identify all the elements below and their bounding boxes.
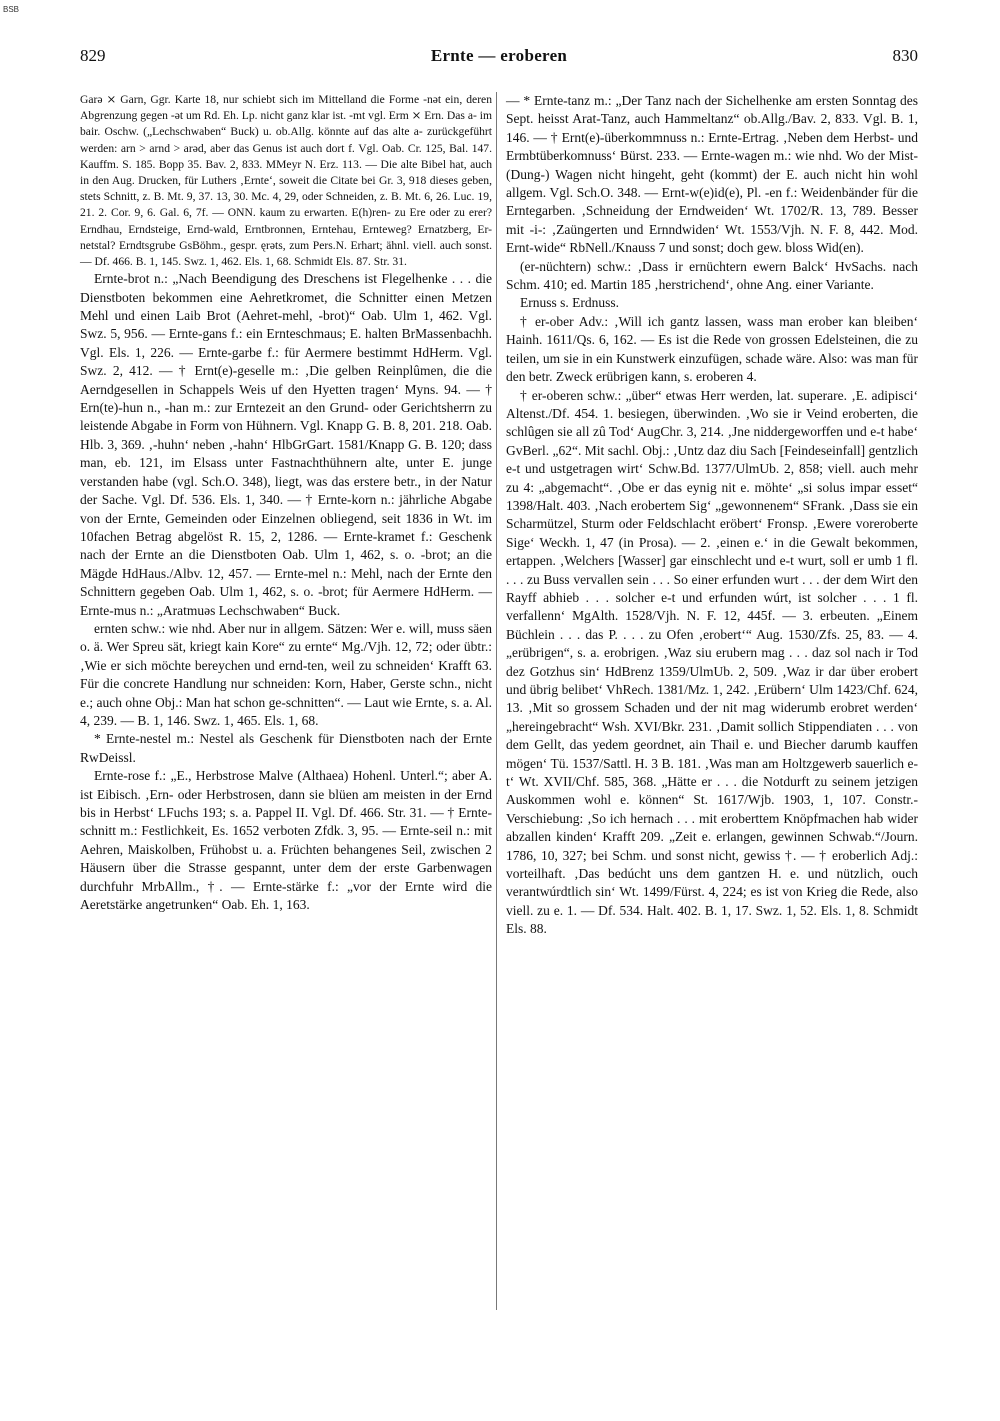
column-divider <box>496 92 497 1310</box>
entry-paragraph: (er-nüchtern) schw.: ‚Dass ir ernüchtern ewern Balck‘ HvSachs. nach Schm. 410; ed. Martin 185 ‚herstrichend‘, ohne Ang. einer Variante. <box>506 258 918 293</box>
entry-paragraph: — * Ernte-tanz m.: „Der Tanz nach der Sichelhenke am ersten Sonntag des Sept. heisst Arat-Tanz, auch Hammeltanz“ ob.Allg./Bav. 2, 833. Vgl. B. 1, 146. — † Ernt(e)-überkommnuss n.: Ernte-Ertrag. ‚Neben dem Herbst- und Ermbtüberkomnuss‘ Bürst. 233. — Ernte-wagen m.: wie nhd. Wo der Mist-(Dung-) Wagen nicht hingeht, geht (kommt) der E. auch nicht hin wohl allgem. Vgl. Sch.O. 348. — Ernt-w(e)id(e), Pl. -en f.: Weidenbänder für die Erntegarben. ‚Schneidung der Erndweiden‘ Wt. 1702/R. 13, 789. Besser mit -i-: ‚Zaüngerten und Ernndwiden‘ Wt. 1553/Vjh. N. F. 8, 442. Mod. Ernt-wide“ RbNell./Knauss 7 und sonst; doch gew. bloss Wid(en). <box>506 93 918 256</box>
entry-paragraph: † er-oberen schw.: „über“ etwas Herr werden, lat. superare. ‚E. adipisci‘ Altenst./Df. 454. 1. besiegen, überwinden. ‚Wo sie ir Veind eroberten, die schlûgen sie all zû Tod‘ AugChr. 3, 214. ‚Jne niddergeworffen und e-t habe‘ GvBerl. „62“. Mit sachl. Obj.: ‚Untz daz diu Sach [Feindeseinfall] gentzlich e-t und ustgetragen wirt‘ Schw.Bd. 1377/UlmUb. 2, 858; viell. auch mehr zu 4: „abgemacht“. ‚Obe er das eynig nit e. möhte‘ „si solus impar esset“ 1398/Halt. 403. ‚Nach erobertem Sig‘ „gewonnenem“ SFrank. ‚Dass sie ein Scharmützel, Sturm oder Feldschlacht eröbert‘ Fronsp. ‚Ewere voreroberte Sige‘ Weckh. 1, 47 (in Prosa). — 2. ‚einen e.‘ in die Gewalt bekommen, ertappen. ‚Welchers [Wasser] gar einschlecht und e-t wurt, soll er umb 1 fl. . . . zu Buss vervallen sein . . . So einer erfunden wurt . . . der dem Wirt den Rayff abhieb . . . solcher e-t und erfunden wúrt, ist solcher . . . 1 fl. verfallenn‘ MgAlth. 1528/Vjh. N. F. 12, 445f. — 3. erbeuten. „Einem Büchlein . . . das P. . . . zu Ofen ‚erobert‘“ Aug. 1530/Zfs. 25, 83. — 4. „erübrigen“, s. a. erobrigen. ‚Waz siu erubern mag . . . daz sol nach ir Tod dez Gotzhus sin‘ HdBrenz 1359/UlmUb. 2, 509. ‚Waz ir dar über erobert und übrig belibet‘ VhRech. 1381/Mz. 1, 242. ‚Erübern‘ Ulm 1423/Chf. 624, 13. ‚Mit so grossem Schaden und der nit mag widerumb erobret werden‘ „hereingebracht“ Wsh. XVI/Bkr. 231. ‚Damit sollich Stippendiaten . . . von dem Gellt, das yedem geordnet, ain Thail e. und Biecher darumb kauffen mögen‘ Tü. 1537/Sattl. H. 3 B. 181. ‚Was man am Holtzgewerb sauerlich e-t‘ Wt. XVII/Chf. 585, 368. „Hätte er . . . die Notdurft zu seinem jetzigen Auskommen wohl e. können“ St. 1617/Wjb. 1903, 1, 107. Constr.-Verschiebung: ‚So ich hernach . . . mit eroberttem Knöpfmachen hab wider abzallen kinden‘ Krafft 209. „Zeit e. erlangen, gewinnen Schwab.“/Journ. 1786, 10, 327; bei Schm. und sonst nicht, gewiss †. — † eroberlich Adj.: vorteilhaft. ‚Das bedúcht uns dem gantzen H. e. und nützlich, ouch verantwúrdtlich sin‘ Wt. 1499/Fürst. 4, 224; es ist von Krieg die Rede, also viell. zu e. 1. — Df. 534. Halt. 402. B. 1, 17. Swz. 1, 52. Els. 1, 8. Schmidt Els. 88. <box>506 387 918 937</box>
entry-paragraph: Garə ⨯ Garn, Ggr. Karte 18, nur schiebt sich im Mittelland die Forme -nət ein, deren Abgrenzung gegen -ət um Rd. Eh. Lp. nicht ganz klar ist. -mt vgl. Erm ⨯ Ern. Das a- im bair. Oschw. („Lechschwaben“ Buck) u. ob.Allg. könnte auf das alte a- zurückgeführt werden: arn > arnd > arəd, aber das Genus ist auch dort f. Vgl. Oab. Cr. 125, Bal. 147. Kauffm. S. 185. Bopp 35. Bav. 2, 833. MMeyr N. Erz. 113. — Die alte Bibel hat, auch in den Aug. Drucken, für Luthers ‚Ernte‘, soweit die Citate bei Gr. 3, 918 dieses geben, stets Schnitt, z. B. Mt. 9, 37. 13, 30. Mc. 4, 29, oder Schneiden, z. B. Mt. 6, 26. Luc. 19, 21. 2. Cor. 9, 6. Gal. 6, 7f. — ONN. kaum zu erwarten. E(h)ren- zu Ere oder zu erer? Erndhau, Erndsteige, Ernd-wald, Erntbronnen, Erntehau, Ernteweg? Ernatzberg, Er-netstal? Erndtsgrube GsBöhm., gespr. ęrəts, zum Pers.N. Erhart; ähnl. viell. auch sonst. — Df. 466. B. 1, 145. Swz. 1, 462. Els. 1, 68. Schmidt Els. 87. Str. 31. <box>80 93 492 269</box>
entry-paragraph: Ernuss s. Erdnuss. <box>520 295 620 311</box>
right-column <box>506 92 918 939</box>
page-header <box>80 40 918 76</box>
entry-paragraph: † er-ober Adv.: ‚Will ich gantz lassen, wass man erober kan bleiben‘ Hainh. 1611/Qs. 6, 162. — Es ist die Rede von grossen Edelsteinen, die zu teilen, um sie in ein Kunstwerk einzufügen, schade wäre. Also: was man für den betr. Zweck erübrigen kann, s. eroberen 4. <box>506 313 918 385</box>
library-stamp: BSB <box>3 5 20 14</box>
entry-paragraph: * Ernte-nestel m.: Nestel als Geschenk für Dienstboten nach der Ernte RwDeissl. <box>80 731 492 765</box>
page-number-left: 829 <box>80 46 106 65</box>
entry-paragraph: ernten schw.: wie nhd. Aber nur in allgem. Sätzen: Wer e. will, muss säen o. ä. Wer Spreu sät, kriegt kain Kore“ zu ernte“ Mg./Vjh. 12, 72; oder übtr.: ‚Wie er sich möchte bereychen und ernd-ten, weil zu schneiden‘ Krafft 63. Für die concrete Handlung nur schneiden: Korn, Haber, Gerste schn., nicht e.; auch ohne Obj.: Man hat schon ge-schnitten“. — Laut wie Ernte, s. a. Al. 4, 239. — B. 1, 146. Swz. 1, 465. Els. 1, 68. <box>80 620 493 728</box>
entry-paragraph: Ernte-rose f.: „E., Herbstrose Malve (Althaea) Hohenl. Unterl.“; aber A. ist Eibisch. ‚Ern- oder Herbstrosen, dann sie blüen am meisten in der Ernd bis in Herbst‘ LFuchs 193; s. a. Pappel II. Vgl. Df. 466. Str. 31. — † Ernte-schnitt m.: Festlichkeit, Es. 1652 verboten Zfdk. 3, 95. — Ernte-seil n.: mit Aehren, Maiskolben, Frühobst u. a. Früchten behangenes Seil, zwischen 2 Häusern über die Strasse gespannt, unter dem der erste Garbenwagen durchfuhr MrbAllm., †. — Ernte-stärke f.: „vor der Ernte wird die Aeretstärke angetrunken“ Oab. Eh. 1, 163. <box>80 768 492 913</box>
left-column <box>80 92 492 914</box>
entry-paragraph: Ernte-brot n.: „Nach Beendigung des Dreschens ist Flegelhenke . . . die Dienstboten bekommen eine Aehretkromet, die Schnitter einen Metzen Mehl und einen Laib Brot (Aehret-mehl, -brot)“ Oab. Ulm 1, 462. Vgl. Swz. 5, 956. — Ernte-gans f.: ein Ernteschmaus; E. halten BrMassenbachh. Vgl. Els. 1, 226. — Ernte-garbe f.: für Aermere bestimmt HdHerm. Vgl. Swz. 2, 412. — † Ernt(e)-geselle m.: ‚Die gelben Reinplûmen, die die Aerndgesellen in Schappels Weis uf den Hyetten tragen‘ Myns. 94. — † Ern(te)-hun n., -han m.: zur Erntezeit an den Grund- oder Gerichtsherrn zu leistende Abgabe in Form von Hühnern. Vgl. Knapp G. B. 8, 201. 218. Oab. Hlb. 3, 369. ‚-huhn‘ neben ‚-hahn‘ HlbGrGart. 1581/Knapp G. B. 120; dass man, eb. 121, im Elsass unter Fastnachthühnern alte, unter E. junge verstanden habe (vgl. Sch.O. 348), liegt, was das erstere betr., in der Natur der Sache. Vgl. Df. 536. Els. 1, 340. — † Ernte-korn n.: jährliche Abgabe von der Ernte, Gemeinden oder Einzelnen obliegend, seit 1836 in Wt. im 10fachen Betrag abgelöst R. 15, 2, 1286. — Ernte-kramet f.: Geschenk nach der Ernte an die Dienstboten Oab. Ulm 1, 462, s. o. -brot; an die Mägde HdHaus./Albv. 12, 457. — Ernte-mel n.: Mehl, nach der Ernte den Schnittern gegeben Oab. Ulm 1, 462, s. o. -brot; für Aermere HdHerm. — Ernte-mus n.: „Aratmuəs Lechschwaben“ Buck. <box>80 271 492 618</box>
page-number-right: 830 <box>892 46 918 65</box>
running-head: Ernte — eroberen <box>430 46 568 65</box>
